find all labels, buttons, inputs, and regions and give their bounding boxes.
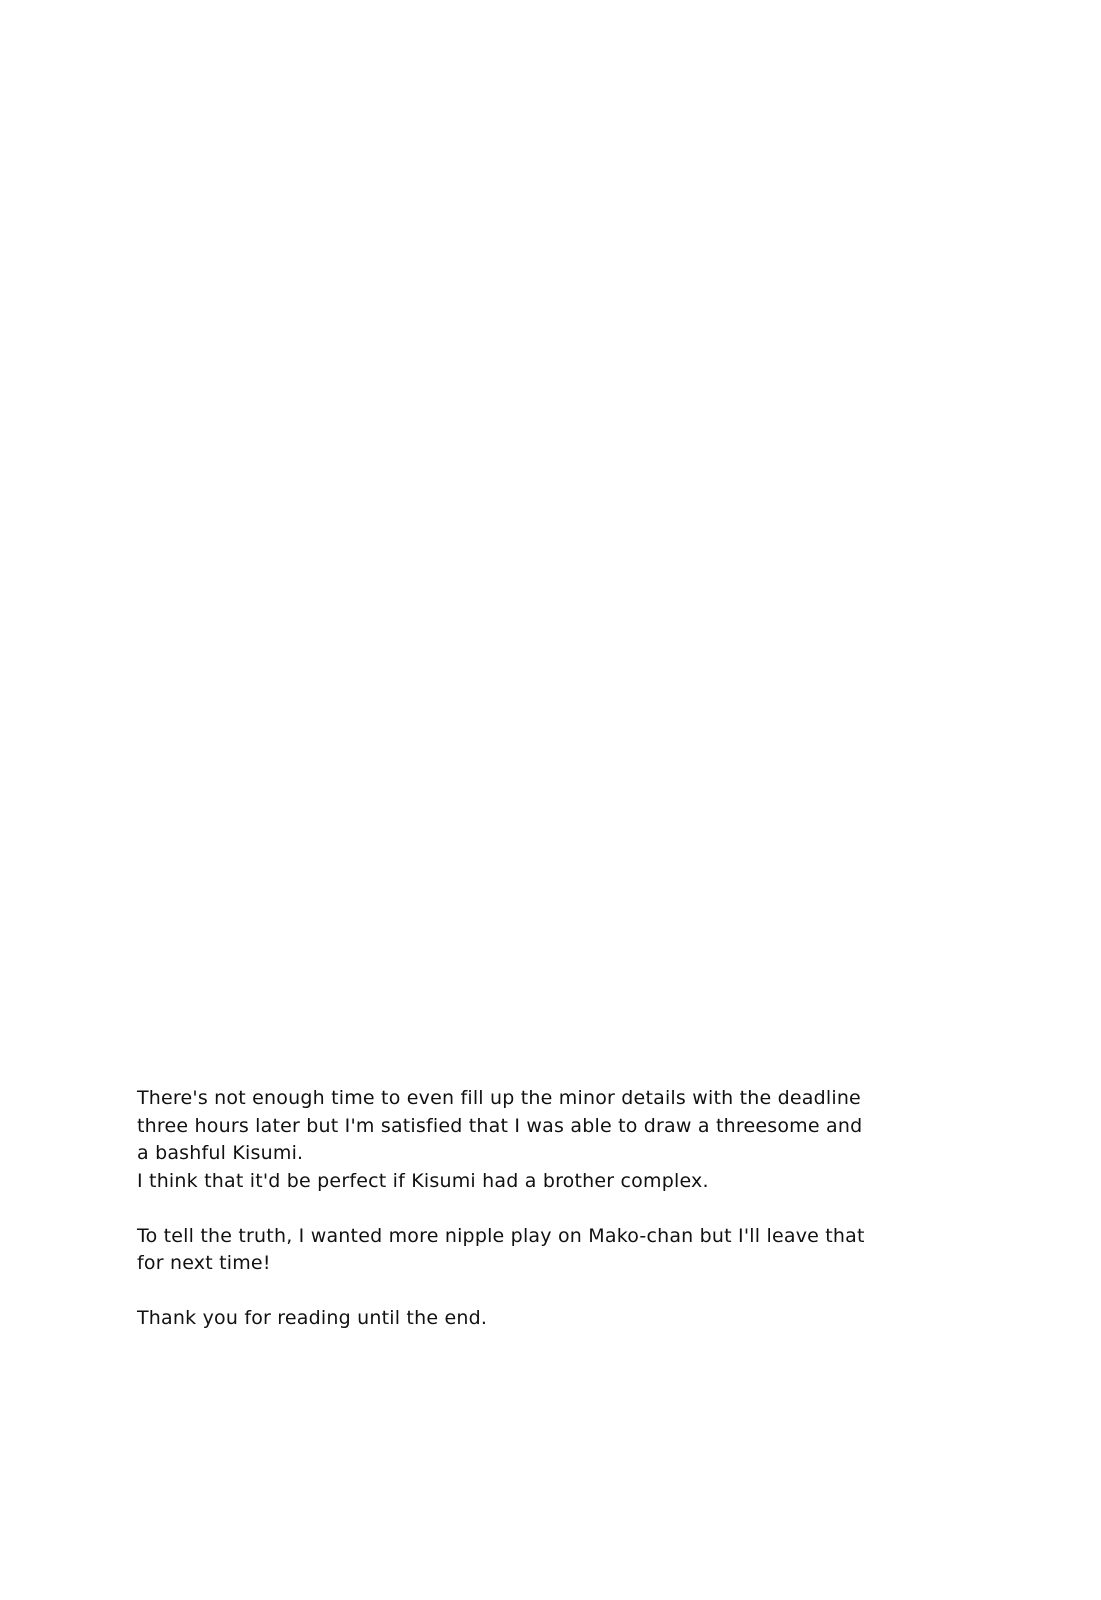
afterword-paragraph-2 [137, 1223, 957, 1278]
afterword-text-block [137, 1085, 957, 1333]
text-line: There's not enough time to even fill up the minor details with the deadline [137, 1087, 861, 1109]
afterword-paragraph-1 [137, 1085, 957, 1195]
text-line: To tell the truth, I wanted more nipple play on Mako-chan but I'll leave that [137, 1224, 865, 1247]
text-line: a bashful Kisumi. [137, 1142, 304, 1164]
text-line: I think that it'd be perfect if Kisumi had a brother complex. [137, 1169, 709, 1192]
text-line: Thank you for reading until the end. [137, 1307, 488, 1329]
text-line: for next time! [137, 1252, 271, 1274]
text-line: three hours later but I'm satisfied that I was able to draw a threesome and [137, 1114, 863, 1137]
afterword-paragraph-3 [137, 1305, 957, 1333]
